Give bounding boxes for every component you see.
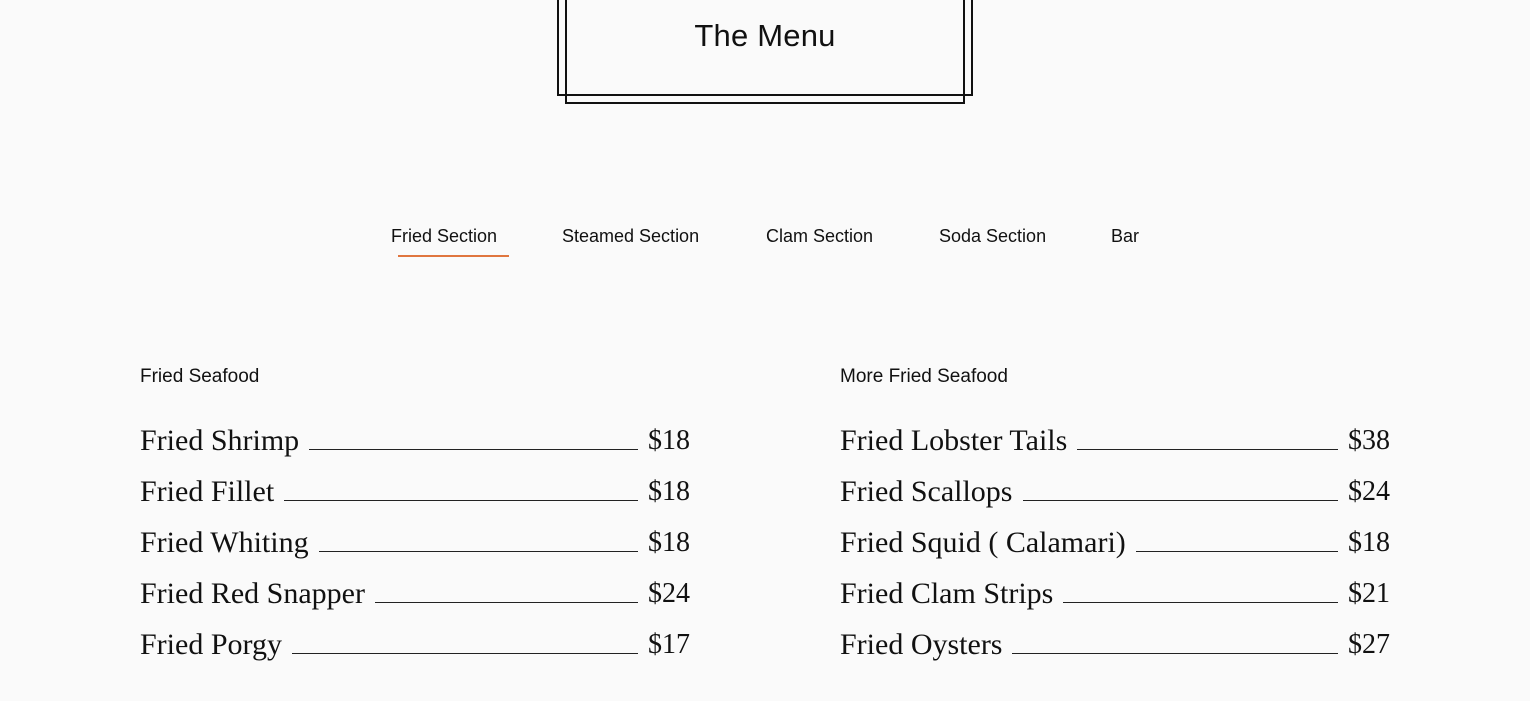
item-price: $38: [1348, 425, 1390, 456]
item-price: $27: [1348, 629, 1390, 660]
menu-item: [140, 612, 690, 663]
item-price: $18: [648, 476, 690, 507]
leader-line: [1023, 500, 1339, 501]
tab-fried-section[interactable]: Fried Section: [391, 226, 498, 246]
item-name: Fried Shrimp: [140, 424, 300, 457]
item-price: $18: [648, 425, 690, 456]
leader-line: [1012, 653, 1338, 654]
item-name: Fried Whiting: [140, 526, 309, 559]
menu-item: [140, 561, 690, 612]
leader-line: [284, 500, 638, 501]
menu-item: [840, 459, 1390, 510]
tab-steamed-section[interactable]: Steamed Section: [562, 226, 700, 246]
leader-line: [292, 653, 638, 654]
menu-item: [840, 510, 1390, 561]
item-name: Fried Oysters: [840, 628, 1003, 661]
menu-item: [140, 510, 690, 561]
leader-line: [309, 449, 638, 450]
item-name: Fried Porgy: [140, 628, 282, 661]
item-price: $24: [648, 578, 690, 609]
menu-column-left: [140, 364, 690, 663]
item-price: $17: [648, 629, 690, 660]
item-name: Fried Squid ( Calamari): [840, 526, 1126, 559]
menu-item: [840, 408, 1390, 459]
item-price: $18: [1348, 527, 1390, 558]
active-tab-indicator: [398, 255, 509, 257]
tab-clam-section[interactable]: Clam Section: [766, 226, 874, 246]
leader-line: [1136, 551, 1338, 552]
item-price: $21: [1348, 578, 1390, 609]
menu-column-right: [840, 364, 1390, 663]
leader-line: [1077, 449, 1338, 450]
tab-bar[interactable]: Bar: [1111, 226, 1140, 246]
item-name: Fried Red Snapper: [140, 577, 365, 610]
column-heading: Fried Seafood: [140, 366, 260, 387]
item-price: $24: [1348, 476, 1390, 507]
item-name: Fried Fillet: [140, 475, 275, 508]
menu-item: [140, 408, 690, 459]
menu-item: [840, 561, 1390, 612]
item-price: $18: [648, 527, 690, 558]
menu-item: [840, 612, 1390, 663]
leader-line: [375, 602, 638, 603]
section-tabs: [0, 226, 1530, 266]
leader-line: [1063, 602, 1338, 603]
item-name: Fried Clam Strips: [840, 577, 1054, 610]
item-name: Fried Scallops: [840, 475, 1013, 508]
item-name: Fried Lobster Tails: [840, 424, 1068, 457]
page-title: The Menu: [694, 18, 836, 53]
leader-line: [319, 551, 638, 552]
column-heading: More Fried Seafood: [840, 366, 1008, 387]
tab-soda-section[interactable]: Soda Section: [939, 226, 1047, 246]
menu-item: [140, 459, 690, 510]
